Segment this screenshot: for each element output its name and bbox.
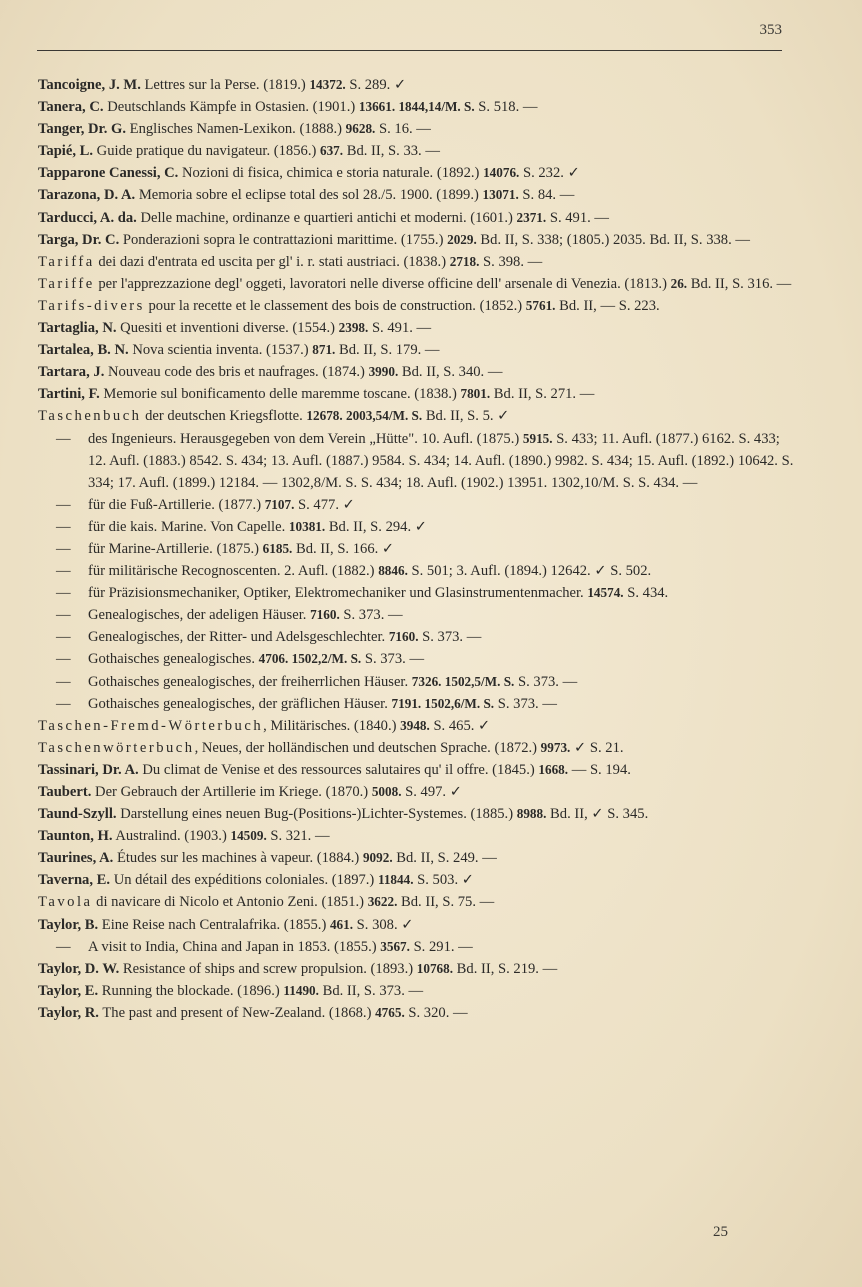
bibliography-entry — [38, 184, 798, 206]
entry-title: Du climat de Venise et des ressources salutaires qu' il offre. (1845.) — [138, 761, 539, 778]
entry-title: Genealogisches, der adeligen Häuser. — [88, 607, 311, 624]
entry-catalog-number: 1668. — [538, 761, 569, 777]
entry-catalog-number: 3622. — [367, 894, 398, 910]
ditto-dash: — — [56, 540, 71, 557]
sub-entry — [56, 516, 798, 538]
entry-keyword: Taschenwörterbuch — [38, 739, 195, 756]
entry-title: Études sur les machines à vapeur. (1884.) — [113, 850, 363, 867]
sub-entry — [56, 626, 798, 648]
entry-author: Tapié, L. — [38, 143, 94, 160]
entry-reference: S. 434. — [623, 585, 669, 602]
entry-reference: S. 398. — — [479, 253, 543, 270]
entry-author: Tarducci, A. da. — [38, 209, 137, 226]
entry-reference: Bd. II, S. 166. ✓ — [292, 540, 395, 557]
entry-reference: Bd. II, S. 249. — — [392, 850, 497, 867]
entry-catalog-number: 3948. — [400, 717, 430, 733]
sub-entry — [56, 671, 798, 693]
entry-author: Taurines, A. — [38, 850, 114, 867]
entry-catalog-number: 637. — [319, 143, 344, 159]
bibliography-entry — [38, 781, 798, 803]
entry-title: Running the blockade. (1896.) — [98, 982, 284, 999]
entry-title: Australind. (1903.) — [112, 828, 231, 845]
entry-title: Memorie sul bonificamento delle maremme toscane. (1838.) — [99, 386, 461, 403]
entry-catalog-number: 2371. — [516, 209, 547, 225]
entry-reference: ✓ S. 21. — [570, 739, 624, 756]
bibliography-entry — [38, 74, 798, 96]
entry-catalog-number: 3990. — [368, 364, 399, 380]
bibliography-entry — [38, 229, 798, 251]
entry-author: Taverna, E. — [38, 872, 111, 889]
bibliography-entry — [38, 339, 798, 361]
entry-keyword: Taschen-Fremd-Wörterbuch — [38, 717, 264, 734]
entry-catalog-number: 9973. — [540, 739, 571, 755]
entry-catalog-number: 14372. — [309, 77, 346, 92]
entry-reference: S. 373. — — [494, 695, 557, 712]
entry-title: für die Fuß-Artillerie. (1877.) — [88, 496, 265, 513]
entry-reference: S. 477. ✓ — [294, 496, 355, 513]
entry-title: pour la recette et le classement des bois de construction. (1852.) — [144, 297, 526, 314]
entry-title: dei dazi d'entrata ed uscita per gl' i. r. stati austriaci. (1838.) — [94, 253, 450, 270]
entry-reference: S. 465. ✓ — [429, 717, 491, 734]
entry-catalog-number: 461. — [329, 916, 354, 932]
entry-author: Tartaglia, N. — [38, 320, 117, 337]
entry-reference: S. 373. — — [339, 607, 403, 624]
entry-catalog-number: 2029. — [447, 231, 477, 247]
entry-catalog-number: 5761. — [525, 297, 556, 313]
entry-title: Deutschlands Kämpfe in Ostasien. (1901.) — [103, 99, 359, 116]
sub-entry — [56, 582, 798, 604]
entry-catalog-number: 10381. — [288, 518, 326, 534]
entry-catalog-number: 12678. 2003,54/M. S. — [306, 408, 423, 424]
entry-reference: Bd. II, S. 294. ✓ — [325, 518, 427, 535]
bibliography-entry — [38, 891, 798, 913]
entry-title: Gothaisches genealogisches. — [88, 651, 259, 668]
entry-catalog-number: 7107. — [264, 496, 295, 512]
entry-reference: S. 291. — — [409, 938, 473, 955]
entry-title: der deutschen Kriegsflotte. — [141, 408, 307, 425]
bibliography-entry — [38, 251, 798, 273]
entry-reference: S. 491. — — [546, 209, 610, 226]
sub-entry — [56, 538, 798, 560]
entry-title: Nozioni di fisica, chimica e storia naturale. (1892.) — [178, 165, 484, 182]
entry-author: Taund-Szyll. — [38, 806, 117, 823]
entry-catalog-number: 13071. — [482, 187, 519, 203]
entry-keyword: Tarifs-divers — [38, 297, 145, 314]
entry-title: di navicare di Nicolo et Antonio Zeni. (1851.) — [92, 894, 368, 911]
entry-reference: S. 501; 3. Aufl. (1894.) 12642. ✓ S. 502. — [407, 563, 652, 580]
entry-author: Taylor, B. — [38, 916, 99, 933]
sub-entry — [56, 494, 798, 516]
entry-author: Taylor, E. — [38, 982, 99, 999]
entry-catalog-number: 9092. — [362, 850, 393, 866]
page-number: 353 — [759, 22, 782, 38]
entry-catalog-number: 9628. — [345, 121, 376, 137]
entry-catalog-number: 8988. — [516, 806, 547, 822]
entry-keyword: Tariffa — [38, 253, 95, 270]
entry-author: Taylor, R. — [38, 1004, 99, 1021]
entry-reference: S. 518. — — [474, 99, 538, 116]
entry-catalog-number: 2718. — [449, 253, 480, 269]
entry-author: Taunton, H. — [38, 828, 113, 845]
entry-title: Memoria sobre el eclipse total des sol 28./5. 1900. (1899.) — [135, 187, 483, 204]
ditto-dash: — — [56, 430, 71, 447]
entry-reference: S. 373. — — [514, 673, 578, 690]
entry-reference: S. 373. — — [418, 629, 482, 646]
entry-author: Tarazona, D. A. — [38, 187, 136, 204]
ditto-dash: — — [56, 496, 71, 513]
sub-entry — [56, 560, 798, 582]
entry-catalog-number: 10768. — [416, 960, 454, 976]
entry-reference: S. 289. ✓ — [345, 77, 407, 93]
entry-reference: S. 16. — — [375, 121, 431, 138]
bibliography-entry — [38, 869, 798, 891]
entry-catalog-number: 13661. 1844,14/M. S. — [358, 99, 475, 115]
ditto-dash: — — [56, 518, 71, 535]
ditto-dash: — — [56, 629, 71, 646]
entry-reference: Bd. II, S. 316. — — [687, 275, 792, 292]
entry-title: Nova scientia inventa. (1537.) — [128, 342, 313, 359]
bibliography-entry — [38, 140, 798, 162]
signature-number: 25 — [713, 1224, 728, 1240]
bibliography-entry — [38, 1002, 798, 1024]
entry-author: Taubert. — [38, 784, 92, 800]
entry-author: Tartini, F. — [38, 386, 100, 403]
entry-title: Quesiti et inventioni diverse. (1554.) — [116, 320, 339, 337]
ditto-dash: — — [56, 695, 71, 712]
entry-title: Delle machine, ordinanze e quartieri antichi et moderni. (1601.) — [136, 209, 517, 226]
ditto-dash: — — [56, 585, 71, 602]
entry-title: Un détail des expéditions coloniales. (1897.) — [110, 872, 378, 889]
entry-catalog-number: 7191. 1502,6/M. S. — [391, 695, 495, 711]
entry-keyword: Tavola — [38, 894, 93, 911]
ditto-dash: — — [56, 938, 71, 955]
entry-catalog-number: 5915. — [522, 430, 553, 446]
entry-catalog-number: 5008. — [371, 784, 402, 799]
entry-reference: S. 308. ✓ — [353, 916, 414, 933]
entry-title: Lettres sur la Perse. (1819.) — [140, 77, 310, 93]
entry-title: Guide pratique du navigateur. (1856.) — [93, 143, 320, 160]
entry-author: Tartalea, B. N. — [38, 342, 129, 359]
entry-catalog-number: 7326. 1502,5/M. S. — [411, 673, 515, 689]
entry-title: für die kais. Marine. Von Capelle. — [88, 518, 289, 535]
ditto-dash: — — [56, 607, 71, 624]
entry-catalog-number: 7801. — [460, 386, 491, 402]
entry-reference: Bd. II, — S. 223. — [555, 297, 660, 314]
bibliography-entry — [38, 405, 798, 427]
bibliography-entry — [38, 317, 798, 339]
entry-catalog-number: 14574. — [587, 585, 624, 601]
sub-entry — [56, 936, 798, 958]
entry-author: Targa, Dr. C. — [38, 231, 120, 248]
entry-catalog-number: 4765. — [375, 1004, 405, 1020]
entry-reference: S. 321. — — [266, 828, 330, 845]
sub-entry — [56, 648, 798, 670]
bibliography-entry — [38, 162, 798, 184]
bibliography-entry — [38, 914, 798, 936]
bibliography-entry — [38, 361, 798, 383]
entry-keyword: Taschenbuch — [38, 408, 142, 425]
entry-title: Eine Reise nach Centralafrika. (1855.) — [98, 916, 330, 933]
sub-entry — [56, 693, 798, 715]
entry-author: Tanger, Dr. G. — [38, 121, 126, 138]
entry-reference: Bd. II, S. 340. — — [398, 364, 503, 381]
entry-title: für militärische Recognoscenten. 2. Aufl. (1882.) — [88, 563, 379, 580]
entry-author: Tapparone Canessi, C. — [38, 165, 179, 182]
bibliography-entry — [38, 825, 798, 847]
entry-author: Tartara, J. — [38, 364, 105, 381]
bibliography-entry — [38, 847, 798, 869]
entry-catalog-number: 871. — [312, 342, 336, 358]
bibliography-entry — [38, 96, 798, 118]
entry-author: Tassinari, Dr. A. — [38, 761, 139, 778]
bibliography-entry — [38, 118, 798, 140]
entry-author: Tancoigne, J. M. — [38, 77, 141, 93]
sub-entry — [56, 604, 798, 626]
entry-reference: Bd. II, S. 33. — — [343, 143, 440, 160]
entry-title: für Präzisionsmechaniker, Optiker, Elektromechaniker und Glasinstrumentenmacher. — [88, 585, 588, 602]
entry-title: per l'apprezzazione degl' oggeti, lavoratori nelle diverse officine dell' arsenale di Venezia. (1813.) — [94, 275, 671, 292]
entry-reference: Bd. II, S. 271. — — [490, 386, 595, 403]
bibliography-list — [38, 74, 798, 1024]
entry-reference: S. 491. — — [368, 320, 432, 337]
bibliography-entry — [38, 980, 798, 1002]
entry-catalog-number: 6185. — [262, 540, 293, 556]
bibliography-entry — [38, 715, 798, 737]
bibliography-entry — [38, 273, 798, 295]
entry-catalog-number: 14076. — [483, 165, 520, 181]
entry-catalog-number: 4706. 1502,2/M. S. — [258, 651, 362, 667]
ditto-dash: — — [56, 563, 71, 580]
entry-reference: Bd. II, S. 179. — — [335, 342, 440, 359]
header-rule — [37, 50, 782, 51]
entry-title: Nouveau code des bris et naufrages. (1874.) — [104, 364, 369, 381]
entry-title: The past and present of New-Zealand. (1868.) — [98, 1004, 376, 1021]
entry-reference: Bd. II, S. 75. — — [397, 894, 495, 911]
entry-reference: S. 433; 11. Aufl. (1877.) 6162. S. 433; 12. Aufl. (1883.) 8542. S. 434; 13. Aufl. (1887.) 9584. S. 434; 14. Aufl. (1890.) 9982. S. 434; 15. Aufl. (1892.) 10642. S. 334; 17. Aufl. (1899.) 12184. — 1302,8/M. S. S. 434; 18. Aufl. (1902.) 13951. 1302,10/M. S. S. 434. — — [88, 430, 794, 491]
entry-reference: S. 373. — — [361, 651, 425, 668]
entry-title: , Militärisches. (1840.) — [263, 717, 401, 734]
entry-catalog-number: 11844. — [377, 872, 414, 888]
entry-reference: Bd. II, S. 219. — — [453, 960, 558, 977]
entry-title: A visit to India, China and Japan in 1853. (1855.) — [88, 938, 381, 955]
entry-reference: S. 497. ✓ — [401, 784, 462, 800]
bibliography-entry — [38, 207, 798, 229]
entry-title: Englisches Namen-Lexikon. (1888.) — [126, 121, 346, 138]
bibliography-entry — [38, 295, 798, 317]
entry-reference: Bd. II, S. 338; (1805.) 2035. Bd. II, S. 338. — — [476, 231, 750, 248]
entry-title: Gothaisches genealogisches, der freiherrlichen Häuser. — [88, 673, 412, 690]
entry-catalog-number: 7160. — [310, 607, 340, 623]
entry-title: für Marine-Artillerie. (1875.) — [88, 540, 263, 557]
entry-reference: S. 84. — — [518, 187, 575, 204]
entry-catalog-number: 8846. — [378, 563, 408, 579]
bibliography-entry — [38, 737, 798, 759]
entry-catalog-number: 7160. — [388, 629, 419, 645]
entry-reference: Bd. II, S. 373. — — [318, 982, 424, 999]
entry-title: Genealogisches, der Ritter- und Adelsgeschlechter. — [88, 629, 389, 646]
entry-catalog-number: 11490. — [283, 982, 319, 998]
entry-author: Taylor, D. W. — [38, 960, 120, 977]
entry-reference: S. 320. — — [404, 1004, 468, 1021]
entry-catalog-number: 26. — [670, 275, 688, 291]
entry-title: Der Gebrauch der Artillerie im Kriege. (1870.) — [91, 784, 372, 800]
entry-title: des Ingenieurs. Herausgegeben von dem Verein „Hütte". 10. Aufl. (1875.) — [88, 430, 523, 447]
bibliography-entry — [38, 803, 798, 825]
entry-keyword: Tariffe — [38, 275, 95, 292]
entry-title: Darstellung eines neuen Bug-(Positions-)Lichter-Systemes. (1885.) — [116, 806, 517, 823]
entry-reference: S. 232. ✓ — [519, 165, 580, 182]
bibliography-entry — [38, 958, 798, 980]
entry-title: Gothaisches genealogisches, der gräflichen Häuser. — [88, 695, 392, 712]
entry-reference: Bd. II, S. 5. ✓ — [422, 408, 510, 425]
entry-reference: Bd. II, ✓ S. 345. — [546, 806, 649, 823]
entry-title: , Neues, der holländischen und deutschen Sprache. (1872.) — [194, 739, 541, 756]
sub-entry — [56, 428, 798, 494]
entry-catalog-number: 14509. — [230, 828, 267, 844]
bibliography-entry — [38, 383, 798, 405]
entry-catalog-number: 2398. — [338, 320, 369, 336]
entry-author: Tanera, C. — [38, 99, 104, 116]
entry-title: Resistance of ships and screw propulsion. (1893.) — [119, 960, 417, 977]
bibliography-entry — [38, 759, 798, 781]
entry-reference: S. 503. ✓ — [413, 872, 474, 889]
ditto-dash: — — [56, 673, 71, 690]
entry-catalog-number: 3567. — [380, 938, 410, 954]
entry-title: Ponderazioni sopra le contrattazioni marittime. (1755.) — [119, 231, 448, 248]
ditto-dash: — — [56, 651, 71, 668]
entry-reference: — S. 194. — [568, 761, 631, 778]
